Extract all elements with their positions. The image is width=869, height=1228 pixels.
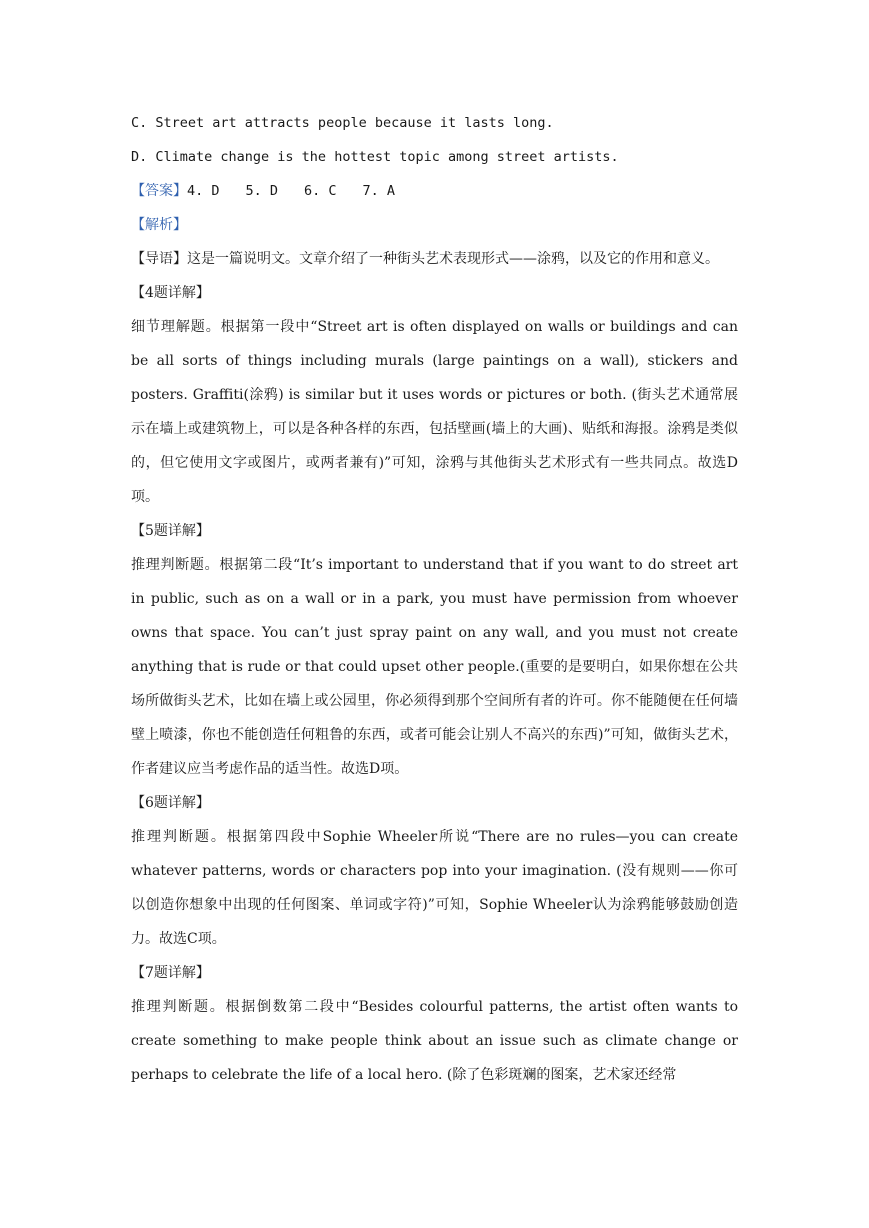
- answer-item-7: 7. A: [362, 183, 396, 199]
- option-c: C. Street art attracts people because it lasts long.: [131, 115, 554, 131]
- option-d: D. Climate change is the hottest topic among street artists.: [131, 149, 619, 165]
- q4-paragraph: 细节理解题。根据第一段中“Street art is often displayed on walls or buildings and can be all sorts of things including murals (large paintings on a wall), stickers and posters. Graffiti(涂鸦) is similar but it uses words or pictures or both. (街头艺术通常展示在墙上或建筑物上，可以是各种各样的东西，包括壁画(墙上的大画)、贴纸和海报。涂鸦是类似的，但它使用文字或图片，或两者兼有)”可知，涂鸦与其他街头艺术形式有一些共同点。故选D项。: [131, 319, 738, 505]
- intro-label: 【导语】: [131, 251, 187, 267]
- q5-heading: 【5题详解】: [131, 523, 210, 539]
- answer-item-4: 4. D: [187, 183, 220, 199]
- q4-heading: 【4题详解】: [131, 285, 210, 301]
- q5-paragraph: 推理判断题。根据第二段“It’s important to understand that if you want to do street art in public, such as on a wall or in a park, you must have permission from whoever owns that space. You can’t just spray paint on any wall, and you must not create anything that is rude or that could upset other people.(重要的是要明白，如果你想在公共场所做街头艺术，比如在墙上或公园里，你必须得到那个空间所有者的许可。你不能随便在任何墙壁上喷漆，你也不能创造任何粗鲁的东西，或者可能会让别人不高兴的东西)”可知，做街头艺术，作者建议应当考虑作品的适当性。故选D项。: [131, 557, 738, 777]
- q7-heading: 【7题详解】: [131, 965, 210, 981]
- document-page: [131, 106, 738, 1092]
- q6-paragraph: 推理判断题。根据第四段中Sophie Wheeler所说“There are no rules—you can create whatever patterns, words or characters pop into your imagination. (没有规则——你可以创造你想象中出现的任何图案、单词或字符)”可知，Sophie Wheeler认为涂鸦能够鼓励创造力。故选C项。: [131, 829, 738, 947]
- intro-text: 这是一篇说明文。文章介绍了一种街头艺术表现形式——涂鸦，以及它的作用和意义。: [187, 251, 719, 267]
- intro-paragraph: [131, 242, 738, 276]
- answer-item-5: 5. D: [245, 183, 279, 199]
- q6-heading: 【6题详解】: [131, 795, 210, 811]
- q7-paragraph: 推理判断题。根据倒数第二段中“Besides colourful patterns, the artist often wants to create something to make people think about an issue such as climate change or perhaps to celebrate the life of a local hero. (除了色彩斑斓的图案，艺术家还经常: [131, 999, 738, 1083]
- answer-row: [131, 174, 738, 208]
- answer-item-6: 6. C: [304, 183, 337, 199]
- analysis-label: 【解析】: [131, 217, 187, 233]
- answer-label: 【答案】: [131, 183, 187, 199]
